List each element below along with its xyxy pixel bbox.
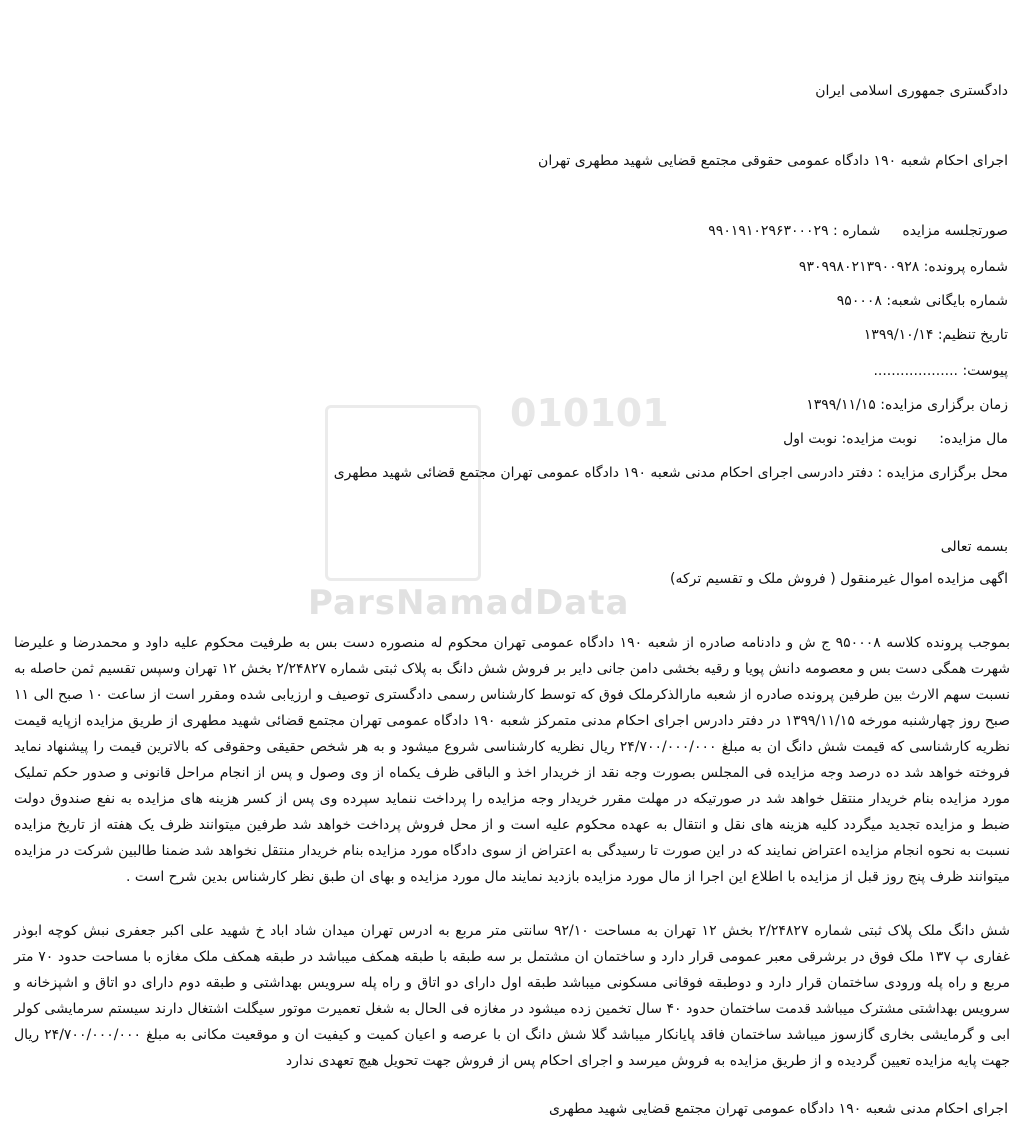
notice-body: بموجب پرونده کلاسه ۹۵۰۰۰۸ ج ش و دادنامه صادره از شعبه ۱۹۰ دادگاه عمومی تهران محکوم له منصوره دست بس به طرفیت محکوم علیه داود و محمدرضا و علیرضا شهرت همگی دست بس و معصومه دانش پویا و رقیه بخشی دامن جانی دایر بر فروش شش دانگ به پلاک ثبتی شماره ۲/۲۴۸۲۷ بخش ۱۲ تهران وسپس تقسیم ثمن حاصله به نسبت سهم الارث بین طرفین پرونده صادره از شعبه مارالذکرملک فوق که توسط کارشناس رسمی دادگستری توصیف و ارزیابی شده ومقرر است از ساعت ۱۰ صبح الی ۱۱ صبح روز چهارشنبه مورخه ۱۳۹۹/۱۱/۱۵ در دفتر دادرس اجرای احکام مدنی متمرکز شعبه ۱۹۰ دادگاه عمومی تهران مجتمع قضائی شهید مطهری از طریق مزایده ازپایه قیمت نظریه کارشناسی که قیمت شش دانگ ان به مبلغ ۲۴/۷۰۰/۰۰۰/۰۰۰ ریال نظریه کارشناسی شروع میشود و به هر شخص حقیقی وحقوقی که بالاترین قیمت را پیشنهاد نماید فروخته خواهد شد ده درصد وجه مزایده فی المجلس بصورت وجه نقد از خریدار اخذ و الباقی ظرف یکماه از وی وصول و پس از انجام مراحل قانونی و صدور حکم تملیک مورد مزایده بنام خریدار منتقل خواهد شد در صورتیکه در مهلت مقرر خریدار وجه مزایده را پرداخت ننماید سپرده وی پس از کسر هزینه های مزایده به نفع صندوق دولت ضبط و مزایده تجدید میگردد کلیه هزینه های نقل و انتقال به عهده محکوم علیه است و از محل فروش پرداخت خواهد شد طرفین میتوانند ظرف یک هفته از تاریخ مزایده نسبت به نحوه انجام مزایده اعتراض نمایند که در این صورت تا رسیدگی به اعتراض از سوی دادگاه مورد مزایده بنام خریدار منتقل نخواهد شد ضمنا طالبین شرکت در مزایده میتوانند ظرف پنج روز قبل از مزایده با اطلاع این اجرا از مال مورد مزایده بازدید نمایند مال مورد مزایده و بهای ان طبق نظر کارشناس بدین شرح است . — [14, 635, 1011, 885]
property-row — [783, 430, 1008, 448]
watermark-book-icon — [325, 405, 481, 581]
auction-round: نوبت مزایده: نوبت اول — [783, 431, 918, 447]
minutes-label: صورتجلسه مزایده — [902, 223, 1008, 239]
watermark-digits: 010101 — [510, 391, 669, 435]
property-label: مال مزایده: — [939, 431, 1008, 447]
signature: اجرای احکام مدنی شعبه ۱۹۰ دادگاه عمومی تهران مجتمع قضایی شهید مطهری — [548, 1101, 1008, 1117]
minutes-number: شماره : ۹۹۰۱۹۱۰۲۹۶۳۰۰۰۲۹ — [708, 223, 881, 239]
property-description: شش دانگ ملک پلاک ثبتی شماره ۲/۲۴۸۲۷ بخش ۱۲ تهران به مساحت ۹۲/۱۰ سانتی متر مربع به ادرس تهران میدان شاد اباد خ شهید علی اکبر جعفری نبش کوچه ابوذر غفاری پ ۱۳۷ ملک فوق در برشرقی معبر عمومی قرار دارد و ساختمان ان مشتمل بر سه طبقه با طبقه همکف میباشد در طبقه همکف ملک مغازه با مساحت حدود ۷۰ متر مربع و راه پله ورودی ساختمان قرار دارد و دوطبقه فوقانی مسکونی میباشد طبقه اول دارای دو اتاق و راه پله سرویس بهداشتی و طبقه دوم دارای دو اتاق و اشپزخانه و سرویس بهداشتی مشترک میباشد قدمت ساختمان حدود ۴۰ سال تخمین زده میشود در مغازه فی الحال به شغل تعمیرت موتور سیگلت اشتغال دارند سیستم سرمایشی کولر ابی و گرمایشی بخاری گازسوز میباشد ساختمان فاقد پایانکار میباشد گلا شش دانگ ان با عرصه و اعیان کمیت و کیفیت ان و موقعیت مکانی به مبلغ ۲۴/۷۰۰/۰۰۰/۰۰۰ ریال جهت پایه مزایده تعیین گردیده و از طریق مزایده به فروش میرسد و اجرای احکام پس از فروش جهت تحویل هیچ تعهدی ندارد — [14, 923, 1011, 1069]
archive-number: شماره بایگانی شعبه: ۹۵۰۰۰۸ — [836, 293, 1008, 309]
issue-date: تاریخ تنظیم: ۱۳۹۹/۱۰/۱۴ — [863, 327, 1008, 343]
basmala: بسمه تعالی — [940, 539, 1008, 555]
file-number: شماره پرونده: ۹۳۰۹۹۸۰۲۱۳۹۰۰۹۲۸ — [798, 259, 1008, 275]
auction-time: زمان برگزاری مزایده: ۱۳۹۹/۱۱/۱۵ — [806, 397, 1008, 413]
auction-venue: محل برگزاری مزایده : دفتر دادرسی اجرای احکام مدنی شعبه ۱۹۰ دادگاه عمومی تهران مجتمع قضائی شهید مطهری — [333, 465, 1008, 481]
minutes-row — [708, 222, 1008, 240]
court-heading: اجرای احکام شعبه ۱۹۰ دادگاه عمومی حقوقی مجتمع قضایی شهید مطهری تهران — [538, 153, 1008, 169]
judiciary-heading: دادگستری جمهوری اسلامی ایران — [815, 83, 1008, 99]
watermark — [300, 391, 720, 655]
notice-title: اگهی مزایده اموال غیرمنقول ( فروش ملک و تقسیم ترکه) — [669, 571, 1008, 587]
attachment: پیوست: ................... — [873, 363, 1008, 379]
watermark-brand: ParsNamadData — [308, 583, 630, 623]
